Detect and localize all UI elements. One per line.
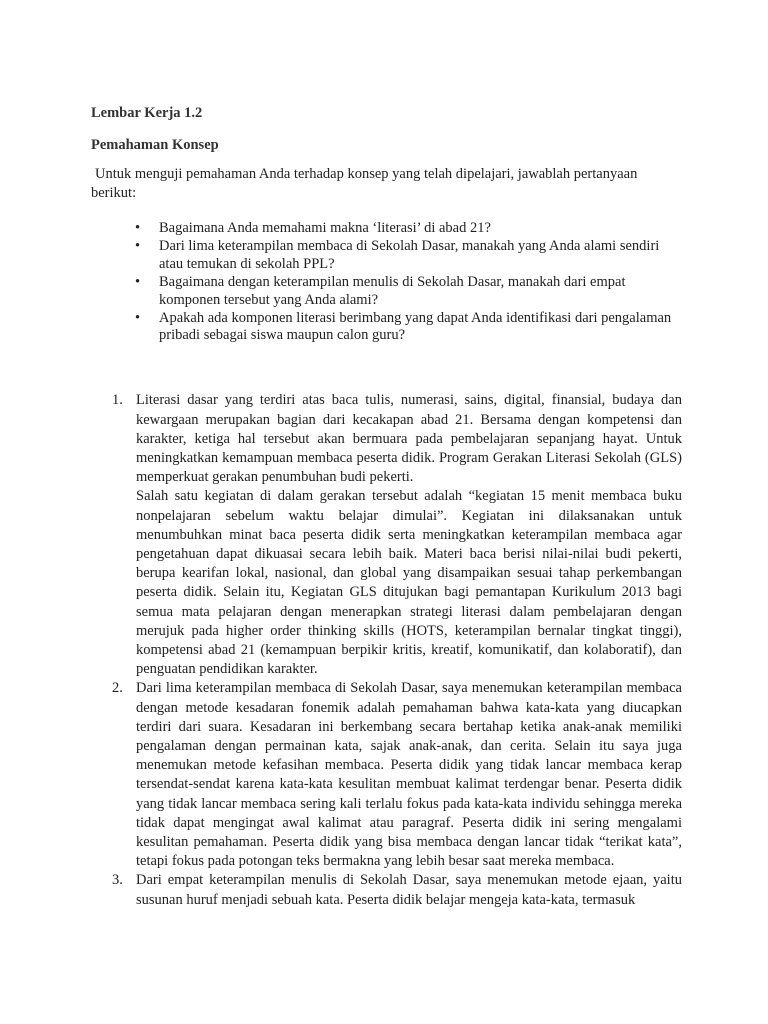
answer-item bbox=[112, 391, 682, 679]
answer-number: 1. bbox=[112, 392, 123, 409]
answer-item bbox=[112, 679, 682, 871]
section-title: Pemahaman Konsep bbox=[91, 137, 219, 153]
answer-paragraph: Salah satu kegiatan di dalam gerakan tersebut adalah “kegiatan 15 menit membaca buku nonpelajaran sebelum waktu belajar dimulai”. Kegiatan ini dilaksanakan untuk menumbuhkan minat baca peserta didik serta meningkatkan keterampilan membaca agar pengetahuan dapat dikuasai secara lebih baik. Materi baca berisi nilai-nilai budi pekerti, berupa kearifan lokal, nasional, dan global yang disampaikan sesuai tahap perkembangan peserta didik. Selain itu, Kegiatan GLS ditujukan bagi pemantapan Kurikulum 2013 bagi semua mata pelajaran dengan menerapkan strategi literasi dalam pembelajaran dengan merujuk pada higher order thinking skills (HOTS, keterampilan bernalar tingkat tinggi), kompetensi abad 21 (kemampuan berpikir kritis, kreatif, komunikatif, dan kolaboratif), dan penguatan pendidikan karakter. bbox=[136, 488, 682, 678]
bullet-icon: • bbox=[135, 273, 141, 290]
question-text: Bagaimana Anda memahami makna ‘literasi’ di abad 21? bbox=[159, 220, 491, 236]
question-item bbox=[135, 273, 682, 310]
question-text: Bagaimana dengan keterampilan menulis di Sekolah Dasar, manakah dari empat komponen tersebut yang Anda alami? bbox=[159, 273, 626, 308]
answer-number: 3. bbox=[112, 872, 123, 889]
answer-paragraph: Literasi dasar yang terdiri atas baca tulis, numerasi, sains, digital, finansial, budaya dan kewargaan merupakan bagian dari kecakapan abad 21. Bersama dengan kompetensi dan karakter, ketiga hal tersebut akan bermuara pada pembelajaran sepanjang hayat. Untuk meningkatkan kemampuan membaca peserta didik. Program Gerakan Literasi Sekolah (GLS) memperkuat gerakan penumbuhan budi pekerti. bbox=[136, 392, 682, 486]
question-list bbox=[91, 220, 682, 345]
answer-paragraph: Dari empat keterampilan menulis di Sekolah Dasar, saya menemukan metode ejaan, yaitu susunan huruf menjadi sebuah kata. Peserta didik belajar mengeja kata-kata, termasuk bbox=[136, 872, 682, 908]
bullet-icon: • bbox=[135, 237, 141, 254]
answer-number: 2. bbox=[112, 680, 123, 697]
question-item bbox=[135, 309, 682, 346]
question-item bbox=[135, 237, 682, 274]
question-text: Apakah ada komponen literasi berimbang yang dapat Anda identifikasi dari pengalaman pribadi sebagai siswa maupun calon guru? bbox=[159, 309, 672, 344]
answer-item bbox=[112, 871, 682, 909]
answer-list bbox=[91, 391, 682, 909]
bullet-icon: • bbox=[135, 220, 141, 236]
bullet-icon: • bbox=[135, 309, 141, 326]
answer-paragraph: Dari lima keterampilan membaca di Sekolah Dasar, saya menemukan keterampilan membaca dengan metode kesadaran fonemik adalah pemahaman bahwa kata-kata yang diucapkan terdiri dari suara. Kesadaran ini berkembang secara bertahap ketika anak-anak memiliki pengalaman dengan permainan kata, sajak anak-anak, dan cerita. Selain itu saya juga menemukan metode kefasihan membaca. Peserta didik yang tidak lancar membaca kerap tersendat-sendat karena kata-kata kesulitan membuat kalimat terdengar benar. Peserta didik yang tidak lancar membaca sering kali terlalu fokus pada kata-kata individu sehingga mereka tidak dapat mengingat awal kalimat atau paragraf. Peserta didik ini sering mengalami kesulitan pemahaman. Peserta didik yang bisa membaca dengan lancar tidak “terikat kata”, tetapi fokus pada potongan teks bermakna yang lebih besar saat mereka membaca. bbox=[136, 680, 682, 870]
intro-paragraph: Untuk menguji pemahaman Anda terhadap konsep yang telah dipelajari, jawablah pertanyaan berikut: bbox=[91, 166, 638, 201]
question-text: Dari lima keterampilan membaca di Sekolah Dasar, manakah yang Anda alami sendiri atau temukan di sekolah PPL? bbox=[159, 237, 660, 272]
page-title: Lembar Kerja 1.2 bbox=[91, 105, 203, 121]
question-item bbox=[135, 220, 682, 238]
